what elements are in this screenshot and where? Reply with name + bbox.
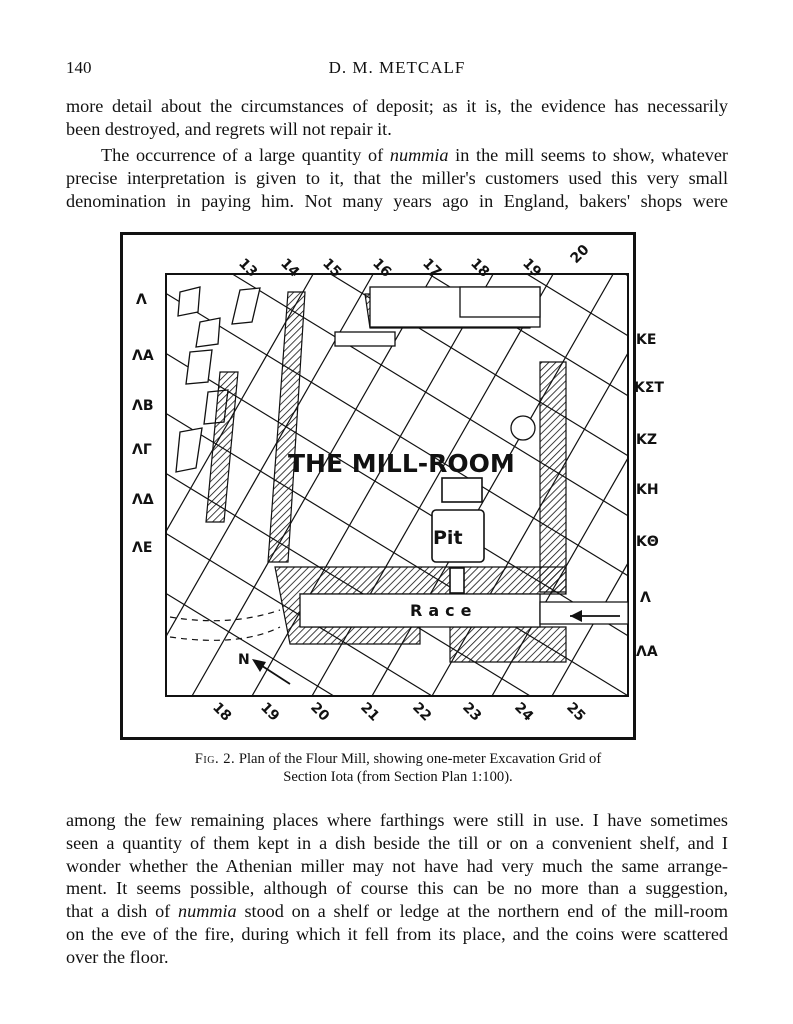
text-line: been destroyed, and regrets will not repair it. — [66, 118, 392, 139]
text-line: denomination in paying him. Not many years ago in England, bakers' shops were — [66, 190, 728, 211]
caption-line: Fig. 2. Plan of the Flour Mill, showing one-meter Excavation Grid of — [194, 751, 602, 767]
text-line: The occurrence of a large quantity of nummia in the mill seems to show, whatever — [101, 145, 728, 165]
grid-label: Λ — [136, 292, 147, 308]
page-number: 140 — [66, 58, 92, 77]
paragraph-2 — [66, 144, 728, 212]
text-line: over the floor. — [66, 946, 169, 967]
grid-label: 22 — [409, 699, 435, 725]
paragraph-1 — [66, 95, 728, 141]
grid-label: 16 — [369, 255, 395, 281]
grid-label: 19 — [257, 699, 283, 725]
grid-label: ΛΕ — [132, 540, 153, 556]
text-line: among the few remaining places where farthings were still in use. I have sometimes — [66, 810, 728, 830]
grid-label: ΚΕ — [636, 332, 657, 348]
grid-label: 23 — [459, 699, 485, 725]
grid-label: ΛΔ — [132, 492, 154, 508]
grid-label: ΛΓ — [132, 442, 152, 458]
race-label: Race — [410, 601, 478, 620]
grid-label: 20 — [567, 241, 593, 267]
grid-label: 14 — [277, 255, 303, 281]
emphasis-nummia: nummia — [178, 901, 237, 922]
text-line: wonder whether the Athenian miller may not have had very much the same arrange- — [66, 855, 728, 876]
text-line: precise interpretation is given to it, that the miller's customers used this very small — [66, 167, 728, 188]
grid-label: 19 — [519, 255, 545, 281]
grid-label: 21 — [357, 699, 383, 725]
room-label: THE MILL-ROOM — [288, 449, 515, 478]
east-wall — [540, 362, 566, 592]
figure-mill-plan — [120, 232, 664, 740]
grid-label: ΚΣΤ — [634, 380, 664, 396]
pit-label: Pit — [433, 527, 463, 549]
paragraph-3 — [66, 809, 728, 969]
emphasis-nummia: nummia — [389, 145, 449, 165]
grid-label: ΛΒ — [132, 398, 154, 414]
figure-caption — [120, 750, 676, 786]
grid-label: 24 — [511, 699, 537, 725]
grid-label: 18 — [209, 699, 235, 725]
grid-label: ΚΖ — [636, 432, 657, 448]
figure-number: Fig. 2. — [194, 751, 236, 767]
grid-label: 15 — [319, 255, 345, 281]
grid-label: 17 — [419, 255, 445, 281]
page-header — [66, 58, 728, 84]
right-grid-labels — [634, 332, 664, 660]
grid-label: ΛΑ — [132, 348, 154, 364]
grid-label: ΚΗ — [636, 482, 659, 498]
grid-label: 13 — [235, 255, 261, 281]
text-line: ment. It seems possible, although of course this can be no more than a suggestion, — [66, 878, 728, 899]
grid-label: ΛΑ — [636, 644, 658, 660]
grid-label: 18 — [467, 255, 493, 281]
caption-line: Section Iota (from Section Plan 1:100). — [283, 769, 513, 785]
text-line: on the eve of the fire, during which it fell from its place, and the coins were scattered — [66, 923, 728, 944]
running-head: D. M. METCALF — [328, 58, 466, 77]
race-wall — [450, 627, 566, 662]
grid-label: ΚΘ — [636, 534, 659, 550]
west-wall-a — [268, 292, 305, 562]
text-line: that a dish of nummia stood on a shelf or ledge at the northern end of the mill-room — [66, 901, 728, 922]
left-grid-labels — [132, 292, 154, 556]
north-label: N — [238, 652, 250, 668]
bottom-grid-labels — [209, 700, 588, 725]
grid-label: Λ — [640, 590, 651, 606]
grid-label: 20 — [307, 699, 333, 725]
text-line: seen a quantity of them kept in a dish beside the till or on a convenient shelf, and I — [66, 832, 728, 853]
text-line: more detail about the circumstances of deposit; as it is, the evidence has necessarily — [66, 96, 728, 116]
grid-label: 25 — [563, 699, 589, 725]
